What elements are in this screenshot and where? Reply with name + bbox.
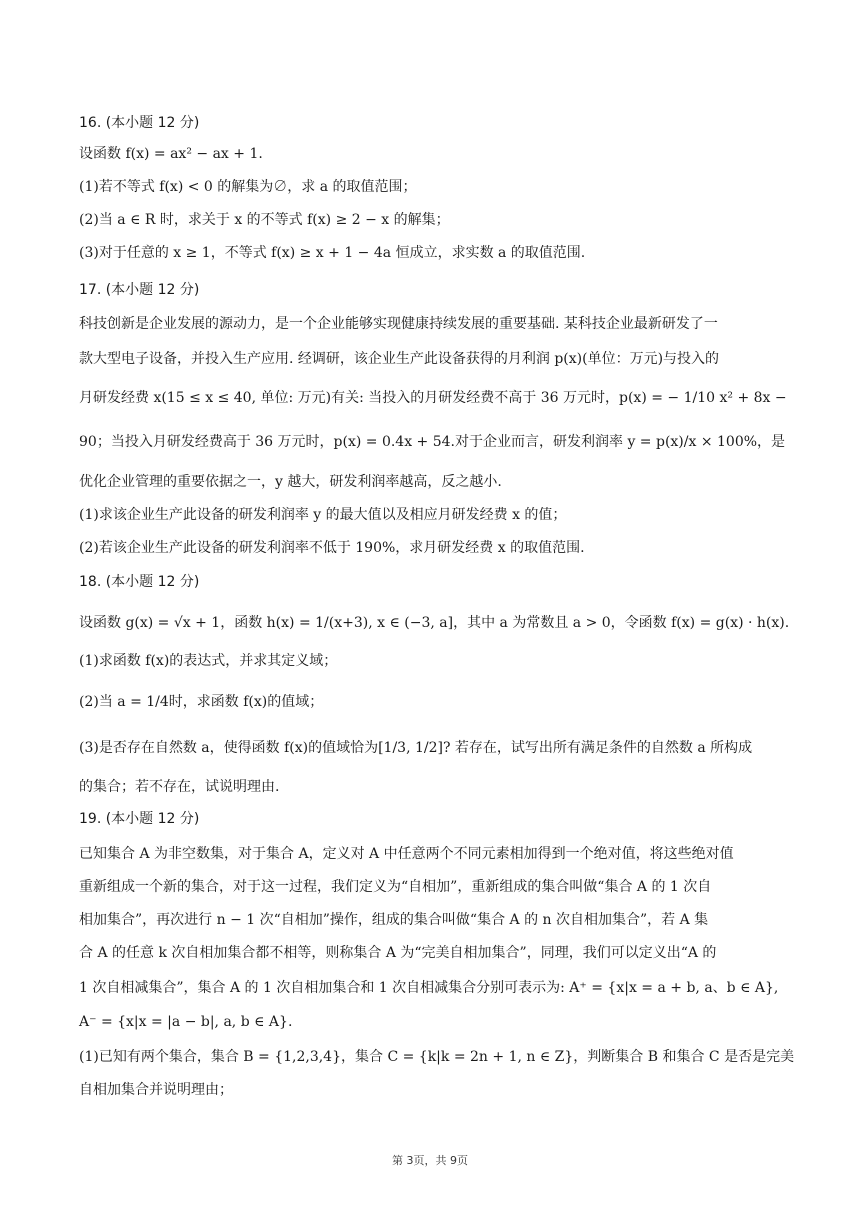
q17-part2: (2)若该企业生产此设备的研发利润率不低于 190%，求月研发经费 x 的取值范围. xyxy=(79,540,585,556)
q16-part1: (1)若不等式 f(x) < 0 的解集为∅，求 a 的取值范围； xyxy=(79,179,417,195)
q18-part3: 的集合；若不存在，试说明理由. xyxy=(79,779,280,795)
page-footer: 第 3页，共 9页 xyxy=(392,1154,468,1167)
q17-stem-line: 优化企业管理的重要依据之一，y 越大，研发利润率越高，反之越小. xyxy=(79,474,502,490)
q19-stem-line: 1 次自相减集合”，集合 A 的 1 次自相加集合和 1 次自相减集合分别可表示为: A⁺ = {x|x = a + b, a、b ∈ A}, xyxy=(79,980,779,996)
q16-heading: 16. (本小题 12 分) xyxy=(79,115,200,131)
q17-stem-line: 90；当投入月研发经费高于 36 万元时，p(x) = 0.4x + 54.对于企业而言，研发利润率 y = p(x)/x × 100%，是 xyxy=(79,434,786,450)
q18-part1: (1)求函数 f(x)的表达式，并求其定义域； xyxy=(79,653,338,669)
q19-heading: 19. (本小题 12 分) xyxy=(79,811,200,827)
q19-stem-line: A⁻ = {x|x = |a − b|, a, b ∈ A}. xyxy=(79,1014,293,1030)
q19-stem-line: 已知集合 A 为非空数集，对于集合 A，定义对 A 中任意两个不同元素相加得到一个绝对值，将这些绝对值 xyxy=(79,846,734,862)
q16-part2: (2)当 a ∈ R 时，求关于 x 的不等式 f(x) ≥ 2 − x 的解集； xyxy=(79,212,450,228)
q18-part3: (3)是否存在自然数 a，使得函数 f(x)的值域恰为[1/3, 1/2]? 若存在，试写出所有满足条件的自然数 a 所构成 xyxy=(79,740,753,756)
q19-part1: (1)已知有两个集合，集合 B = {1,2,3,4}，集合 C = {k|k = 2n + 1, n ∈ Z}，判断集合 B 和集合 C 是否是完美 xyxy=(79,1049,795,1065)
q17-stem-line: 月研发经费 x(15 ≤ x ≤ 40, 单位: 万元)有关: 当投入的月研发经费不高于 36 万元时，p(x) = − 1/10 x² + 8x − xyxy=(79,390,787,406)
q18-part2: (2)当 a = 1/4时，求函数 f(x)的值域； xyxy=(79,694,324,710)
q18-stem: 设函数 g(x) = √x + 1，函数 h(x) = 1/(x+3), x ∈ (−3, a]，其中 a 为常数且 a > 0，令函数 f(x) = g(x) · h(x). xyxy=(79,615,790,631)
q17-stem-line: 款大型电子设备，并投入生产应用. 经调研，该企业生产此设备获得的月利润 p(x)(单位：万元)与投入的 xyxy=(79,351,720,367)
q19-part1: 自相加集合并说明理由； xyxy=(79,1082,233,1098)
q19-stem-line: 相加集合”，再次进行 n − 1 次“自相加”操作，组成的集合叫做“集合 A 的 n 次自相加集合”，若 A 集 xyxy=(79,912,709,928)
q17-part1: (1)求该企业生产此设备的研发利润率 y 的最大值以及相应月研发经费 x 的值； xyxy=(79,507,567,523)
q17-heading: 17. (本小题 12 分) xyxy=(79,282,200,298)
q19-stem-line: 重新组成一个新的集合，对于这一过程，我们定义为“自相加”，重新组成的集合叫做“集合 A 的 1 次自 xyxy=(79,879,712,895)
q19-stem-line: 合 A 的任意 k 次自相加集合都不相等，则称集合 A 为“完美自相加集合”，同理，我们可以定义出“A 的 xyxy=(79,945,717,961)
q16-part3: (3)对于任意的 x ≥ 1，不等式 f(x) ≥ x + 1 − 4a 恒成立，求实数 a 的取值范围. xyxy=(79,245,586,261)
q18-heading: 18. (本小题 12 分) xyxy=(79,574,200,590)
q16-stem: 设函数 f(x) = ax² − ax + 1. xyxy=(79,146,263,162)
q17-stem-line: 科技创新是企业发展的源动力，是一个企业能够实现健康持续发展的重要基础. 某科技企业最新研发了一 xyxy=(79,316,718,332)
